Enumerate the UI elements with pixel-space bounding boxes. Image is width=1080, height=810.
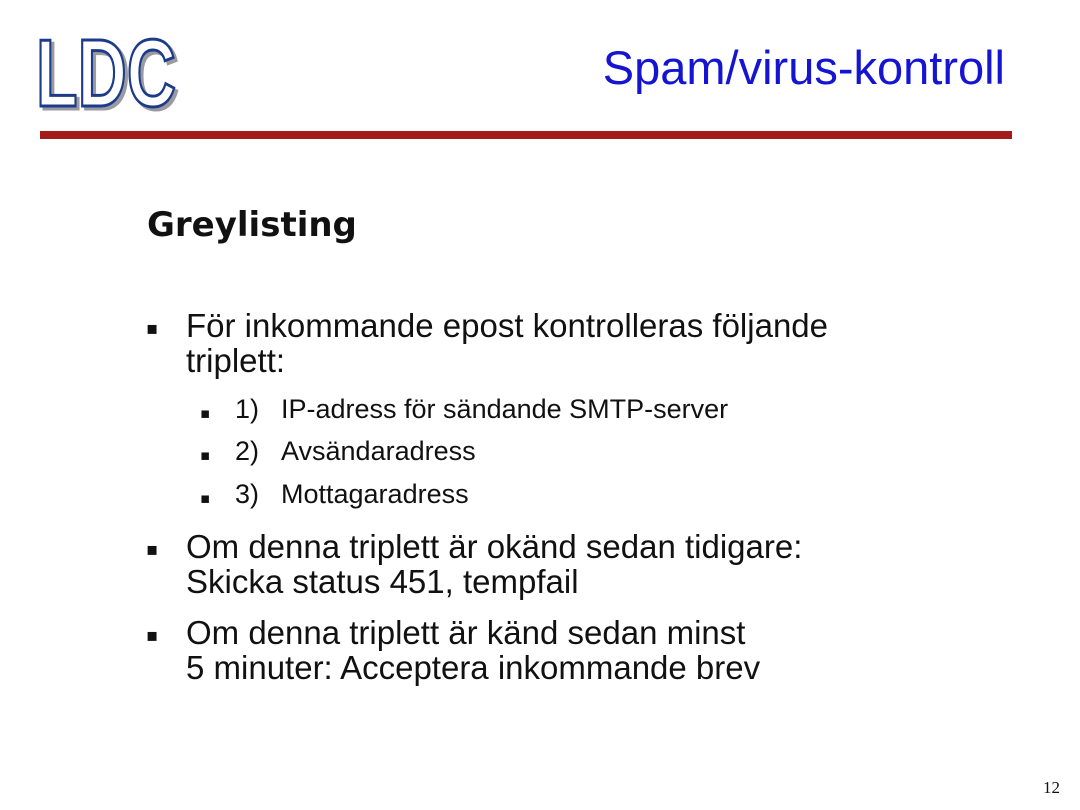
sub-bullet-number: 3) [235, 479, 260, 509]
sub-bullet-number: 1) [235, 394, 260, 424]
bullet-marker: ▪ [146, 318, 159, 339]
sub-bullet-text: Mottagaradress [281, 479, 469, 509]
sub-bullet-text: IP-adress för sändande SMTP-server [281, 394, 729, 424]
section-heading: Greylisting [147, 205, 357, 245]
bullet-item [146, 308, 828, 378]
sub-bullet-text: Avsändaradress [281, 436, 476, 466]
bullet-line: För inkommande epost kontrolleras följande [186, 307, 829, 344]
ldc-logo [34, 20, 184, 127]
bullet-line: Om denna triplett är okänd sedan tidigare: [186, 528, 803, 565]
bullet-line: Skicka status 451, tempfail [186, 563, 579, 600]
sub-bullet-marker: ▪ [200, 446, 211, 464]
sub-bullet-number: 2) [235, 436, 260, 466]
bullet-item [146, 615, 760, 685]
bullet-marker: ▪ [146, 625, 159, 646]
sub-bullet-marker: ▪ [200, 489, 211, 507]
page-number: 12 [1043, 778, 1060, 797]
bullet-line: 5 minuter: Acceptera inkommande brev [186, 649, 761, 686]
svg-text:LDC: LDC [36, 20, 176, 127]
title-divider [40, 131, 1012, 139]
bullet-marker: ▪ [146, 539, 159, 560]
bullet-line: Om denna triplett är känd sedan minst [186, 614, 746, 651]
slide-title: Spam/virus-kontroll [602, 41, 1005, 94]
bullet-item [146, 529, 802, 599]
bullet-line: triplett: [186, 342, 286, 379]
sub-bullet-marker: ▪ [200, 404, 211, 422]
